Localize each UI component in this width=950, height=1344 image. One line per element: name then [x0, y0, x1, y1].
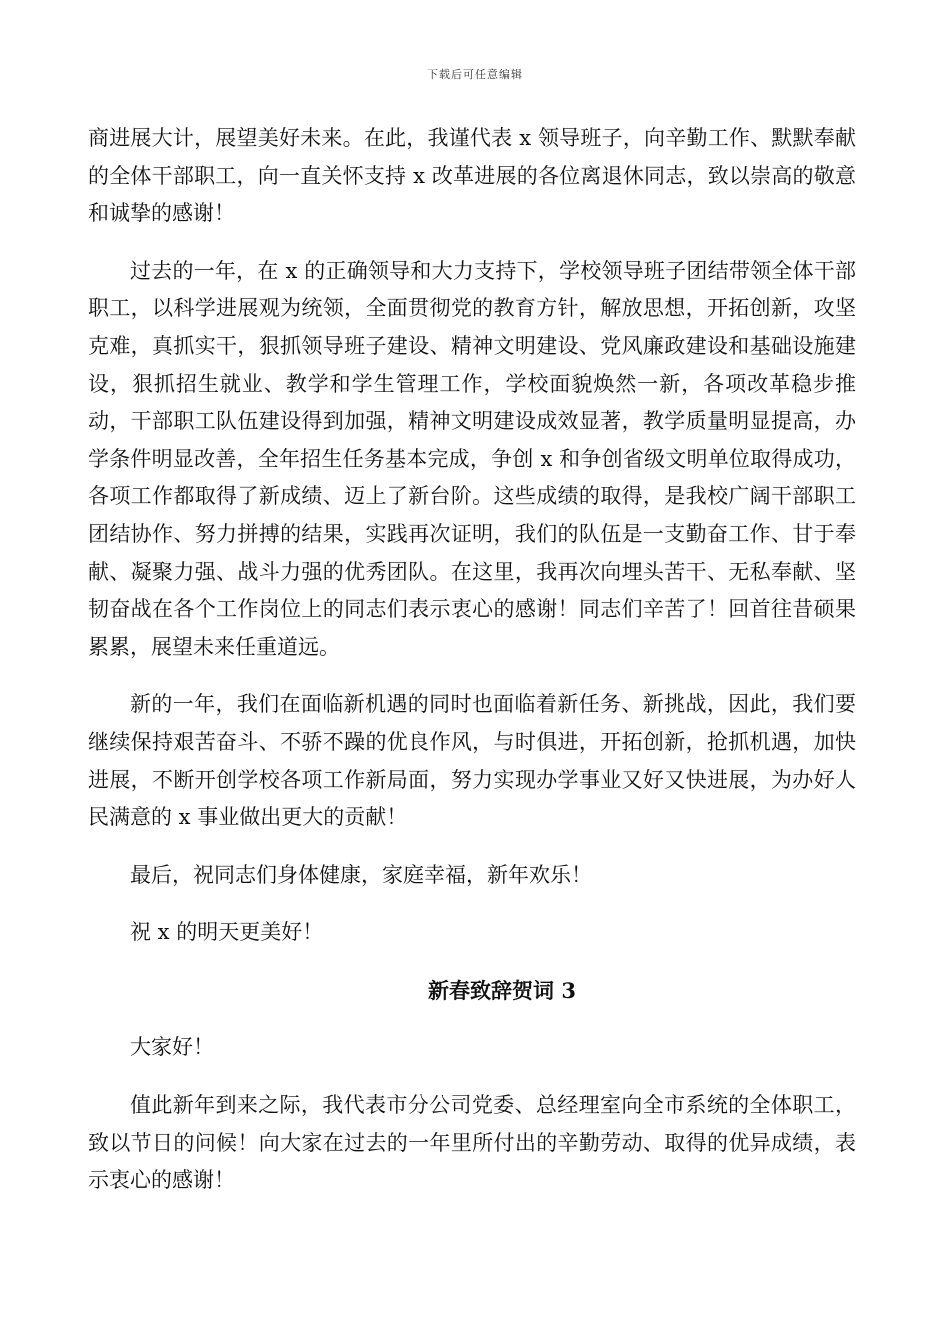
paragraph-opening: 值此新年到来之际，我代表市分公司党委、总经理室向全市系统的全体职工，致以节日的问候！向大家在过去的一年里所付出的辛勤劳动、取得的优异成绩，表示衷心的感谢！	[88, 1093, 856, 1193]
paragraph-new-year: 新的一年，我们在面临新机遇的同时也面临着新任务、新挑战，因此，我们要继续保持艰苦奋斗、不骄不躁的优良作风，与时俱进，开拓创新，抢抓机遇，加快进展，不断开创学校各项工作新局面，努力实现办学事业又好又快进展，为办好人民满意的 x 事业做出更大的贡献！	[88, 692, 856, 830]
paragraph-continuation: 商进展大计，展望美好未来。在此，我谨代表 x 领导班子，向辛勤工作、默默奉献的全体干部职工，向一直关怀支持 x 改革进展的各位离退休同志，致以崇高的敬意和诚挚的感谢！	[88, 126, 856, 226]
paragraph-blessing: 祝 x 的明天更美好！	[130, 920, 324, 945]
header-note: 下载后可任意编辑	[427, 68, 523, 81]
section-title: 新春致辞贺词 3	[428, 977, 576, 1003]
paragraph-past-year: 过去的一年，在 x 的正确领导和大力支持下，学校领导班子团结带领全体干部职工，以科学进展观为统领，全面贯彻党的教育方针，解放思想，开拓创新，攻坚克难，真抓实干，狠抓领导班子建设、精神文明建设、党风廉政建设和基础设施建设，狠抓招生就业、教学和学生管理工作，学校面貌焕然一新，各项改革稳步推动，干部职工队伍建设得到加强，精神文明建设成效显著，教学质量明显提高，办学条件明显改善，全年招生任务基本完成，争创 x 和争创省级文明单位取得成功，各项工作都取得了新成绩、迈上了新台阶。这些成绩的取得，是我校广阔干部职工团结协作、努力拼搏的结果，实践再次证明，我们的队伍是一支勤奋工作、甘于奉献、凝聚力强、战斗力强的优秀团队。在这里，我再次向埋头苦干、无私奉献、坚韧奋战在各个工作岗位上的同志们表示衷心的感谢！同志们辛苦了！回首往昔硕果累累，展望未来任重道远。	[88, 258, 856, 659]
paragraph-wishes: 最后，祝同志们身体健康，家庭幸福，新年欢乐！	[130, 862, 592, 887]
paragraph-greeting: 大家好！	[130, 1035, 214, 1060]
document-body	[88, 120, 856, 1200]
